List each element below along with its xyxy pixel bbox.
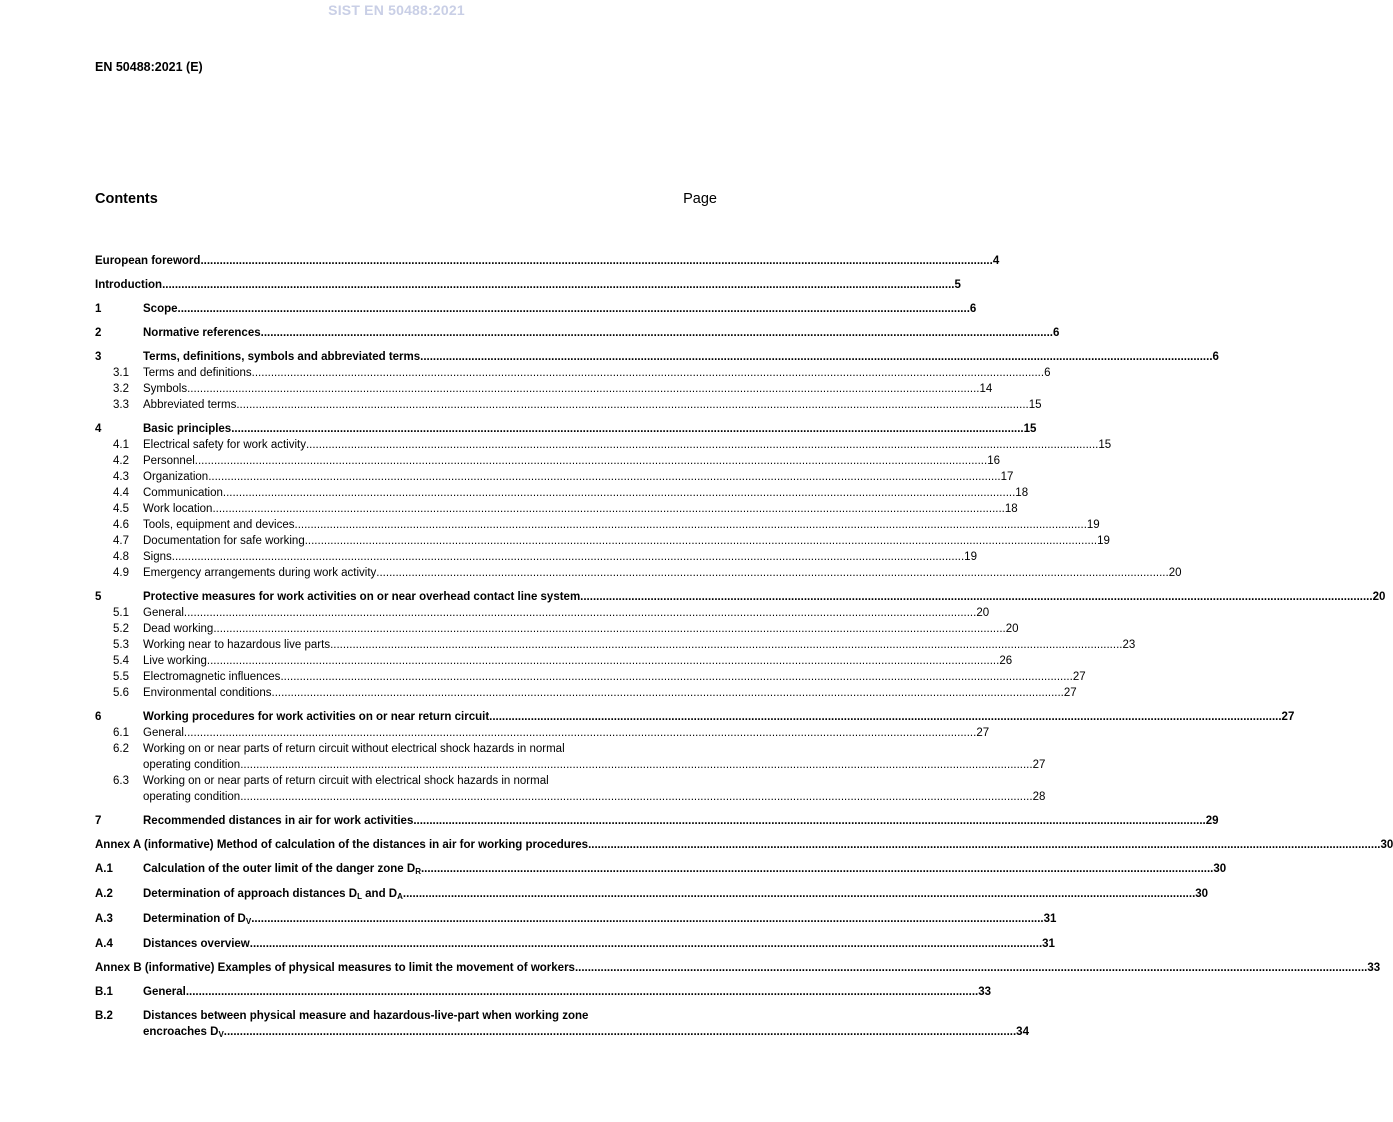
toc-entry-5-5[interactable] (95, 669, 1086, 685)
toc-number: 4.5 (113, 503, 129, 515)
toc-number: B.2 (95, 1010, 113, 1022)
toc-page: 26 (999, 655, 1013, 667)
toc-title: Emergency arrangements during work activity (143, 567, 377, 579)
toc-entry-a-1[interactable] (95, 861, 1227, 878)
toc-page: 33 (978, 986, 992, 998)
toc-entry-introduction[interactable] (95, 277, 961, 293)
toc-page: 30 (1380, 839, 1393, 851)
toc-number: 5.5 (113, 671, 129, 683)
toc-title: Work location (143, 503, 213, 515)
toc-page: 20 (976, 607, 990, 619)
toc-page: 29 (1205, 815, 1219, 827)
toc-page: 27 (1032, 759, 1046, 771)
toc-page: 19 (1086, 519, 1100, 531)
toc-title: Documentation for safe working (143, 535, 305, 547)
toc-number: 4.3 (113, 471, 129, 483)
toc-number: 3 (95, 351, 102, 363)
toc-number: 7 (95, 815, 102, 827)
toc-title: Signs (143, 551, 172, 563)
toc-page: 5 (954, 279, 961, 291)
toc-title: European foreword (95, 255, 201, 267)
toc-entry-4[interactable] (95, 421, 1037, 437)
toc-entry-6-2[interactable] (95, 741, 1046, 773)
toc-title: Electromagnetic influences (143, 671, 281, 683)
toc-entry-annex-b[interactable] (95, 960, 1381, 976)
toc-title: Annex A (informative) Method of calculation of the distances in air for working procedures (95, 839, 589, 851)
toc-number: 5.4 (113, 655, 129, 667)
toc-number: B.1 (95, 986, 113, 998)
toc-number: 4.9 (113, 567, 129, 579)
toc-page: 30 (1195, 888, 1209, 900)
toc-entry-foreword[interactable] (95, 253, 1000, 269)
toc-page: 20 (1005, 623, 1019, 635)
toc-entry-6-3[interactable] (95, 773, 1046, 805)
toc-entry-4-6[interactable] (95, 517, 1100, 533)
toc-page: 19 (964, 551, 977, 563)
toc-entry-a-2[interactable] (95, 886, 1209, 903)
table-of-contents (95, 253, 1393, 1041)
toc-title: Calculation of the outer limit of the danger zone D (143, 863, 416, 875)
toc-number: A.1 (95, 863, 113, 875)
toc-title: General (143, 607, 184, 619)
toc-entry-4-4[interactable] (95, 485, 1029, 501)
toc-page: 17 (1000, 471, 1014, 483)
toc-title: Terms, definitions, symbols and abbreviated terms (143, 351, 421, 363)
toc-number: 4.8 (113, 551, 129, 563)
toc-number: 4.7 (113, 535, 129, 547)
toc-title: Protective measures for work activities on or near overhead contact line system (143, 591, 581, 603)
toc-entry-3-3[interactable] (95, 397, 1042, 413)
toc-entry-2[interactable] (95, 325, 1060, 341)
toc-title: Symbols (143, 383, 188, 395)
toc-page: 23 (1122, 639, 1136, 651)
toc-entry-annex-a[interactable] (95, 837, 1393, 853)
toc-entry-4-9[interactable] (95, 565, 1182, 581)
toc-entry-a-3[interactable] (95, 911, 1057, 928)
toc-entry-5-6[interactable] (95, 685, 1077, 701)
page-column-label: Page (683, 191, 717, 207)
toc-number: A.4 (95, 938, 113, 950)
toc-number: 4.2 (113, 455, 129, 467)
toc-number: 4.1 (113, 439, 129, 451)
toc-entry-4-5[interactable] (95, 501, 1018, 517)
toc-title: Determination of D (143, 913, 246, 925)
toc-entry-3-1[interactable] (95, 365, 1051, 381)
toc-number: 4.6 (113, 519, 129, 531)
toc-entry-6-1[interactable] (95, 725, 990, 741)
toc-page: 15 (1098, 439, 1112, 451)
toc-entry-4-7[interactable] (95, 533, 1110, 549)
toc-number: 3.3 (113, 399, 129, 411)
toc-number: 6.3 (113, 775, 129, 787)
toc-entry-7[interactable] (95, 813, 1219, 829)
toc-number: 1 (95, 303, 102, 315)
toc-title-subscript: V (245, 917, 252, 926)
toc-page: 33 (1367, 962, 1381, 974)
toc-entry-4-2[interactable] (95, 453, 1000, 469)
toc-entry-5-3[interactable] (95, 637, 1136, 653)
toc-page: 4 (992, 255, 1000, 267)
toc-number: 5.3 (113, 639, 129, 651)
toc-entry-5[interactable] (95, 589, 1386, 605)
toc-page: 20 (1168, 567, 1182, 579)
toc-page: 6 (1212, 351, 1219, 363)
toc-title: Personnel (143, 455, 195, 467)
toc-number: 6.2 (113, 743, 129, 755)
toc-entry-1[interactable] (95, 301, 977, 317)
toc-title: General (143, 727, 184, 739)
toc-entry-b-2[interactable] (95, 1008, 1029, 1041)
toc-title: Electrical safety for work activity (143, 439, 306, 451)
document-id: EN 50488:2021 (E) (95, 60, 203, 74)
toc-number: 3.2 (113, 383, 129, 395)
toc-title: Normative references (143, 327, 261, 339)
toc-title: Organization (143, 471, 209, 483)
toc-number: 5.1 (113, 607, 129, 619)
toc-title: Distances overview (143, 938, 250, 950)
toc-entry-4-8[interactable] (95, 549, 977, 565)
toc-title-cont: and D (361, 888, 398, 900)
toc-page: 18 (1015, 487, 1029, 499)
toc-title: Communication (143, 487, 223, 499)
toc-title-line1: Working on or near parts of return circuit with electrical shock hazards in normal (143, 775, 549, 787)
toc-title: Abbreviated terms (143, 399, 237, 411)
toc-page: 28 (1032, 791, 1046, 803)
toc-title: Working near to hazardous live parts (143, 639, 331, 651)
toc-entry-3-2[interactable] (95, 381, 993, 397)
toc-title: Basic principles (143, 423, 232, 435)
toc-page: 20 (1372, 591, 1386, 603)
toc-page: 15 (1028, 399, 1042, 411)
toc-page: 6 (1053, 327, 1060, 339)
toc-page: 18 (1004, 503, 1018, 515)
toc-number: 2 (95, 327, 102, 339)
toc-title: Terms and definitions (143, 367, 252, 379)
toc-page: 6 (1044, 367, 1051, 379)
toc-page: 31 (1042, 938, 1055, 950)
toc-entry-5-4[interactable] (95, 653, 1013, 669)
toc-entry-4-1[interactable] (95, 437, 1112, 453)
toc-page: 15 (1023, 423, 1037, 435)
toc-title: Determination of approach distances D (143, 888, 358, 900)
toc-title: Introduction (95, 279, 163, 291)
toc-title: Recommended distances in air for work activities (143, 815, 414, 827)
toc-page: 27 (1063, 687, 1077, 699)
toc-entry-b-1[interactable] (95, 984, 992, 1000)
toc-title-subscript: L (357, 892, 362, 901)
toc-page: 6 (969, 303, 977, 315)
toc-title-line2: operating condition (143, 759, 241, 771)
toc-number: 6.1 (113, 727, 129, 739)
toc-entry-a-4[interactable] (95, 936, 1055, 952)
toc-entry-6[interactable] (95, 709, 1295, 725)
toc-entry-5-2[interactable] (95, 621, 1019, 637)
toc-title-line1: Working on or near parts of return circuit without electrical shock hazards in normal (143, 743, 565, 755)
toc-title-line1: Distances between physical measure and hazardous-live-part when working zone (143, 1010, 589, 1022)
toc-entry-3[interactable] (95, 349, 1219, 365)
toc-number: 4 (95, 423, 102, 435)
toc-page: 27 (1072, 671, 1086, 683)
toc-page: 19 (1097, 535, 1110, 547)
toc-number: 6 (95, 711, 102, 723)
toc-page: 27 (976, 727, 990, 739)
toc-page: 34 (1016, 1026, 1029, 1038)
toc-title-subscript: R (415, 867, 421, 876)
toc-page: 30 (1213, 863, 1227, 875)
toc-page: 14 (979, 383, 993, 395)
toc-title-line2: operating condition (143, 791, 241, 803)
toc-title-line2: encroaches D (143, 1026, 219, 1038)
watermark: SIST EN 50488:2021 (328, 2, 465, 18)
toc-title-subscript: V (218, 1030, 224, 1039)
toc-title: Working procedures for work activities on or near return circuit (143, 711, 490, 723)
toc-page: 31 (1043, 913, 1057, 925)
toc-title: Environmental conditions (143, 687, 272, 699)
toc-title: General (143, 986, 186, 998)
toc-number: 5.6 (113, 687, 129, 699)
toc-title: Tools, equipment and devices (143, 519, 295, 531)
toc-number: 5 (95, 591, 102, 603)
toc-number: 4.4 (113, 487, 129, 499)
toc-entry-4-3[interactable] (95, 469, 1014, 485)
toc-number: A.2 (95, 888, 113, 900)
toc-number: 5.2 (113, 623, 129, 635)
toc-number: 3.1 (113, 367, 129, 379)
toc-title: Scope (143, 303, 178, 315)
toc-page: 16 (987, 455, 1000, 467)
toc-entry-5-1[interactable] (95, 605, 990, 621)
toc-page: 27 (1281, 711, 1295, 723)
toc-number: A.3 (95, 913, 113, 925)
contents-title: Contents (95, 191, 158, 207)
toc-title: Live working (143, 655, 207, 667)
toc-title-subscript: A (397, 892, 403, 901)
toc-title: Dead working (143, 623, 214, 635)
toc-title: Annex B (informative) Examples of physical measures to limit the movement of workers (95, 962, 575, 974)
